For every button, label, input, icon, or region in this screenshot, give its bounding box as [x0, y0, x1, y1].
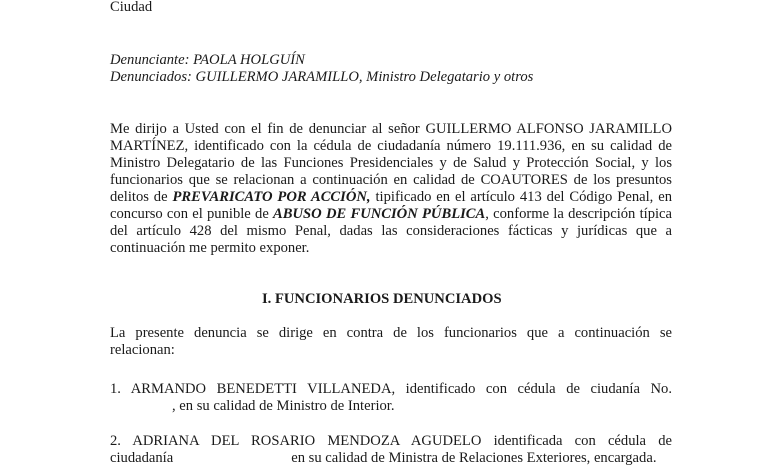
denunciados-line: [110, 68, 533, 86]
intro-line-7: del artículo 428 del mismo Penal, dadas las consideraciones fácticas y jurídicas que a: [110, 223, 672, 239]
section-title-funcionarios: I. FUNCIONARIOS DENUNCIADOS: [262, 291, 502, 307]
item-2-line-2-b: en su calidad de Ministra de Relaciones Exteriores, encargada.: [291, 450, 657, 466]
item-2-line-2: [110, 449, 656, 467]
item-2-line-1: 2. ADRIANA DEL ROSARIO MENDOZA AGUDELO identificada con cédula de: [110, 433, 672, 449]
denunciante-name: PAOLA HOLGUÍN: [193, 52, 305, 68]
denunciados-names: GUILLERMO JARAMILLO, Ministro Delegatario y otros: [195, 69, 534, 85]
intro-line-3: Ministro Delegatario de las Funciones Presidenciales y de Salud y Protección Social, y los: [110, 155, 672, 171]
intro-line-5-c: tipificado en el artículo 413 del Código Penal, en: [375, 189, 672, 205]
section-intro-line-1: La presente denuncia se dirige en contra de los funcionarios que a continuación se: [110, 325, 672, 341]
intro-line-6: [110, 205, 672, 223]
intro-line-6-a: concurso con el punible de: [110, 206, 269, 222]
denunciados-label: Denunciados:: [110, 69, 192, 85]
denunciante-label: Denunciante:: [110, 52, 190, 68]
intro-line-4: funcionarios que se relacionan a continuación en calidad de COAUTORES de los presuntos: [110, 172, 672, 188]
item-1-line-1: 1. ARMANDO BENEDETTI VILLANEDA, identificado con cédula de ciudanía No.: [110, 381, 672, 397]
item-1-line-2-text: , en su calidad de Ministro de Interior.: [172, 398, 395, 414]
intro-line-5: [110, 188, 672, 206]
denunciante-line: [110, 51, 305, 69]
intro-line-6-c: , conforme la descripción típica: [485, 206, 673, 222]
intro-line-5-a: delitos de: [110, 189, 168, 205]
intro-line-8: continuación me permito exponer.: [110, 240, 310, 256]
intro-line-2: MARTÍNEZ, identificado con la cédula de ciudadanía número 19.111.936, en su calidad de: [110, 138, 672, 154]
city-line: Ciudad: [110, 0, 153, 15]
intro-line-1: Me dirijo a Usted con el fin de denunciar al señor GUILLERMO ALFONSO JARAMILLO: [110, 121, 672, 137]
crime-prevaricato: PREVARICATO POR ACCIÓN,: [172, 189, 371, 205]
redacted-area: [110, 398, 172, 410]
item-1-line-2: [110, 397, 395, 415]
crime-abuso: ABUSO DE FUNCIÓN PÚBLICA: [273, 206, 486, 222]
redacted-area: [173, 450, 291, 462]
item-2-line-2-a: ciudadanía: [110, 450, 174, 466]
section-intro-line-2: relacionan:: [110, 342, 175, 358]
